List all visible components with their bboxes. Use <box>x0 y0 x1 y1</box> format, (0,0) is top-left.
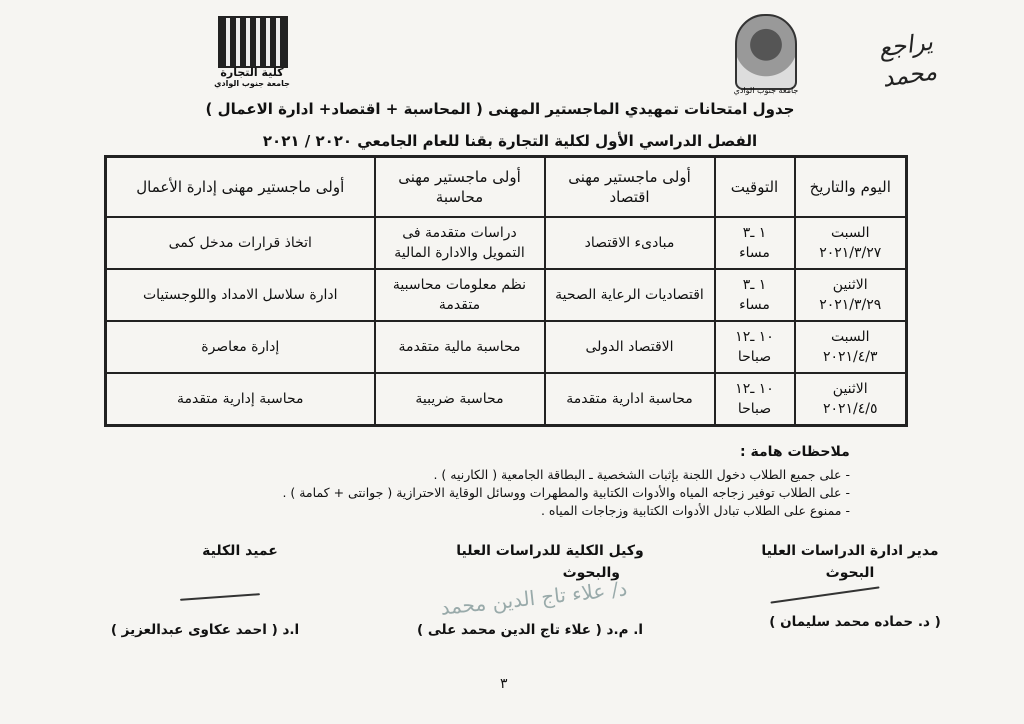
time-cell <box>715 373 795 426</box>
date: ٢٠٢١/٣/٢٧ <box>819 245 882 261</box>
accounting-cell: محاسبة ضريبية <box>375 373 545 426</box>
accounting-cell: نظم معلومات محاسبية متقدمة <box>375 269 545 321</box>
day-date-cell <box>795 217 907 269</box>
signature-title: والبحوث <box>562 565 620 581</box>
time-period: صباحا <box>737 401 772 417</box>
note-item: - على جميع الطلاب دخول اللجنة بإثبات الشخصية ـ البطاقة الجامعية ( الكارنيه ) . <box>230 466 850 484</box>
official-stamp: د/ علاء تاج الدين محمد <box>439 576 629 620</box>
day: الاثنين <box>832 277 868 293</box>
date: ٢٠٢١/٤/٥ <box>822 401 878 417</box>
handwritten-note: يراجع محمد <box>876 27 939 93</box>
business-cell: محاسبة إدارية متقدمة <box>106 373 375 426</box>
header-time: التوقيت <box>715 157 795 218</box>
signature-block-vice-dean <box>420 540 680 584</box>
handwritten-signature <box>180 593 260 601</box>
document-subtitle: الفصل الدراسي الأول لكلية التجارة بقنا للعام الجامعي ٢٠٢٠ / ٢٠٢١ <box>262 132 758 150</box>
signatory-name: ا.د ( احمد عكاوى عبدالعزيز ) <box>110 622 300 638</box>
accounting-cell: دراسات متقدمة فى التمويل والادارة المالية <box>375 217 545 269</box>
note-item: - ممنوع على الطلاب تبادل الأدوات الكتابية وزجاجات المياه . <box>230 502 850 520</box>
signature-block-graduate-director <box>750 540 950 584</box>
time-cell <box>715 217 795 269</box>
day: السبت <box>830 329 870 345</box>
day-date-cell <box>795 373 907 426</box>
signature-title: مدير ادارة الدراسات العليا <box>761 543 939 559</box>
time-range: ١٠ ـ١٢ <box>735 329 774 345</box>
economics-cell: الاقتصاد الدولى <box>545 321 715 373</box>
business-cell: اتخاذ قرارات مدخل كمى <box>106 217 375 269</box>
day: الاثنين <box>832 381 868 397</box>
business-cell: إدارة معاصرة <box>106 321 375 373</box>
table-row <box>106 217 907 269</box>
college-logo-text <box>214 66 290 88</box>
college-logo-name: كلية التجارة <box>220 66 284 79</box>
time-range: ١ ـ٣ <box>742 277 767 293</box>
date: ٢٠٢١/٣/٢٩ <box>819 297 882 313</box>
table-header-row <box>106 157 907 218</box>
header-day-date: اليوم والتاريخ <box>795 157 907 218</box>
header-business: أولى ماجستير مهنى إدارة الأعمال <box>106 157 375 218</box>
document-title: جدول امتحانات تمهيدي الماجستير المهنى ( المحاسبة + اقتصاد+ ادارة الاعمال ) <box>205 100 795 118</box>
college-logo-subtext: جامعة جنوب الوادي <box>214 79 290 88</box>
signature-title: عميد الكلية <box>202 543 278 559</box>
table-row <box>106 269 907 321</box>
handwritten-signature <box>770 586 879 603</box>
time-period: مساء <box>739 297 770 313</box>
signature-title: البحوث <box>825 565 875 581</box>
time-period: مساء <box>739 245 770 261</box>
page-number: ٣ <box>500 676 508 692</box>
note-item: - على الطلاب توفير زجاجه المياه والأدوات الكتابية والمطهرات ووسائل الوقاية الاحترازية ( جوانتى + كمامة ) . <box>230 484 850 502</box>
exam-schedule-table <box>104 155 908 427</box>
date: ٢٠٢١/٤/٣ <box>822 349 878 365</box>
day-date-cell <box>795 269 907 321</box>
notes-list <box>230 466 850 520</box>
day: السبت <box>830 225 870 241</box>
day-date-cell <box>795 321 907 373</box>
signature-block-dean <box>160 540 320 562</box>
signatory-name: ( د. حماده محمد سليمان ) <box>769 614 941 630</box>
header-accounting: أولى ماجستير مهنى محاسبة <box>375 157 545 218</box>
time-cell <box>715 321 795 373</box>
economics-cell: مبادىء الاقتصاد <box>545 217 715 269</box>
college-logo <box>218 16 288 68</box>
time-cell <box>715 269 795 321</box>
business-cell: ادارة سلاسل الامداد واللوجستيات <box>106 269 375 321</box>
university-logo <box>735 14 797 90</box>
economics-cell: اقتصاديات الرعاية الصحية <box>545 269 715 321</box>
accounting-cell: محاسبة مالية متقدمة <box>375 321 545 373</box>
time-range: ١ ـ٣ <box>742 225 767 241</box>
economics-cell: محاسبة ادارية متقدمة <box>545 373 715 426</box>
time-period: صباحا <box>737 349 772 365</box>
signature-title: وكيل الكلية للدراسات العليا <box>456 543 644 559</box>
table-row <box>106 373 907 426</box>
notes-title: ملاحظات هامة : <box>740 444 850 460</box>
time-range: ١٠ ـ١٢ <box>735 381 774 397</box>
table-row <box>106 321 907 373</box>
university-logo-caption: جامعة جنوب الوادي <box>733 86 799 95</box>
signatory-name: ا. م.د ( علاء تاج الدين محمد على ) <box>417 622 643 638</box>
header-economics: أولى ماجستير مهنى اقتصاد <box>545 157 715 218</box>
